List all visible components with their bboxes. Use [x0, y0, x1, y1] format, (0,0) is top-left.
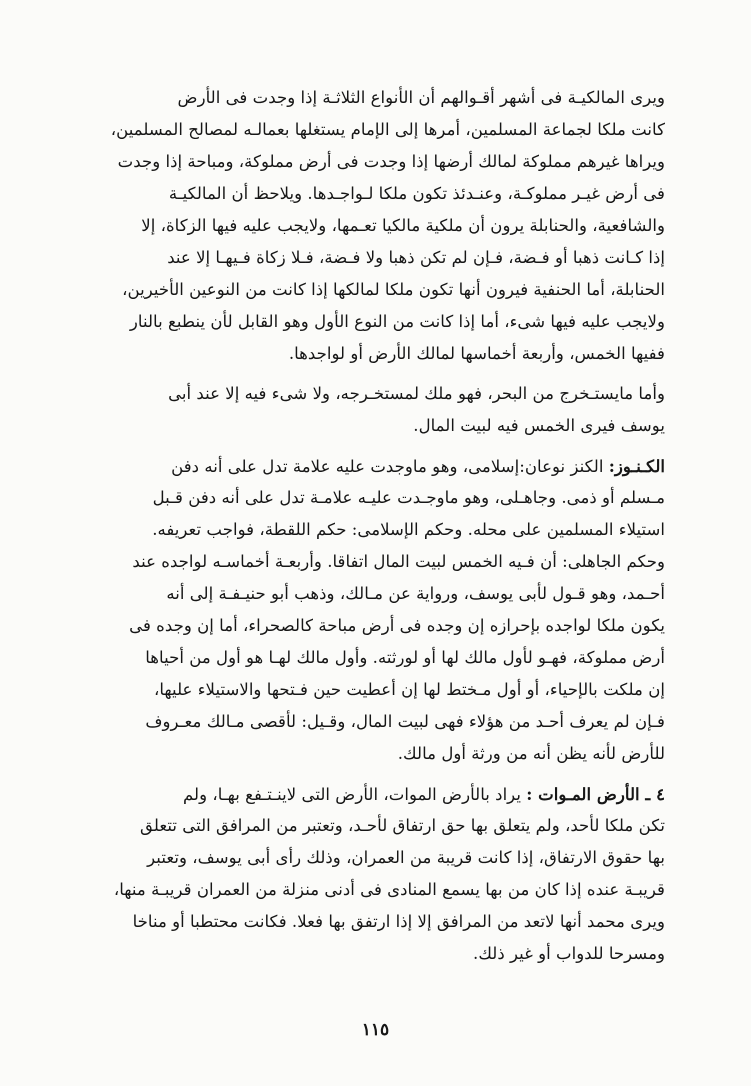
text-line: فـإن لم يعرف أحـد من هؤلاء فهى لبيت المال، وقـيل: لأقصى مـالك معـروف: [145, 712, 665, 731]
text-line: أحـمد، وهو قـول لأبى يوسف، ورواية عن مـالك، وذهب أبو حنيـفـة إلى أنه: [166, 584, 665, 603]
text-line: بها حقوق الارتفاق، إذا كانت قريبة من العمران، وذلك رأى أبى يوسف، وتعتبر: [147, 848, 665, 867]
paragraph-sea: [88, 378, 665, 442]
text-line: الحنابلة، أما الحنفية فيرون أنها تكون ملكا لمالكها إذا كانت من النوعين الأخيرين،: [122, 280, 665, 299]
text-line: تكن ملكا لأحد، ولم يتعلق بها حق ارتفاق لأحـد، وتعتبر من المرافق التى تتعلق: [140, 816, 665, 835]
section-term-treasures: الكـنـوز:: [608, 456, 665, 476]
text-line: كانت ملكا لجماعة المسلمين، أمرها إلى الإمام يستغلها بعمالـه لمصالح المسلمين،: [110, 120, 665, 139]
text-line: وأما مايستـخرج من البحر، فهو ملك لمستخـرجه، ولا شىء فيه إلا عند أبى: [168, 384, 665, 403]
text-line: [88, 778, 665, 810]
text-line: قريبـة عنده إذا كان من بها يسمع المنادى فى أدنى منزلة من العمران قريبـة منها،: [113, 880, 665, 899]
text-line: مـسلم أو ذمى. وجاهـلى، وهو ماوجـدت عليـه علامـة تدل على أنه دفن قـبل: [152, 488, 665, 507]
text-line: وحكم الجاهلى: أن فـيه الخمس لبيت المال اتفاقا. وأربعـة أخماسـه لواجده عند: [132, 552, 665, 571]
paragraph-minerals: [88, 82, 665, 370]
text-line: ويرى محمد أنها لاتعد من المرافق إلا إذا ارتفق بها فعلا. فكانت محتطبا أو مناخا: [132, 912, 665, 931]
text-line: أرض مملوكة، فهـو لأول مالك لها أو لورثته. وأول مالك لهـا هو أول من أحياها: [145, 648, 665, 667]
text-run: يراد بالأرض الموات، الأرض التى لاينـتـفع بهـا، ولم: [182, 785, 527, 804]
text-line: ولايجب عليه فيها شىء، أما إذا كانت من النوع الأول وهو القابل لأن ينطبع بالنار: [129, 312, 665, 331]
text-line: للأرض لأنه يظن أنه من ورثة أول مالك.: [397, 744, 665, 763]
section-term-dead-land: ٤ ـ الأرض المـوات :: [526, 784, 665, 804]
text-line: ويراها غيرهم مملوكة لمالك أرضها إذا وجدت فى أرض مملوكة، ومباحة إذا وجدت: [117, 152, 665, 171]
text-line: إذا كـانت ذهبا أو فـضة، فـإن لم تكن ذهبا ولا فـضة، فـلا زكاة فـيهـا إلا عند: [167, 248, 665, 267]
text-line: ومسرحا للدواب أو غير ذلك.: [473, 944, 665, 963]
page-number: ١١٥: [361, 1020, 390, 1040]
text-line: يوسف فيرى الخمس فيه لبيت المال.: [413, 416, 665, 435]
text-line: يكون ملكا لواجده بإحرازه إن وجده فى أرض مباحة كالصحراء، أما إن وجده فى: [129, 616, 665, 635]
text-line: [88, 450, 665, 482]
text-line: ففيها الخمس، وأربعة أخماسها لمالك الأرض أو لواجدها.: [288, 344, 665, 363]
text-line: والشافعية، والحنابلة يرون أن ملكية مالكيا تعـمها، ولايجب عليه فيها الزكاة، إلا: [141, 216, 665, 235]
text-line: فى أرض غيـر مملوكـة، وعنـدئذ تكون ملكا لـواجـدها. ويلاحظ أن المالكيـة: [168, 184, 665, 203]
text-line: ويرى المالكيـة فى أشهر أقـوالهم أن الأنواع الثلاثـة إذا وجدت فى الأرض: [177, 88, 665, 107]
paragraph-dead-land: [88, 778, 665, 970]
paragraph-treasures: [88, 450, 665, 770]
text-line: استيلاء المسلمين على محله. وحكم الإسلامى: حكم اللقطة، فواجب تعريفه.: [152, 520, 665, 539]
text-run: الكنز نوعان:إسلامى، وهو ماوجدت عليه علامة تدل على أنه دفن: [171, 457, 609, 476]
text-line: إن ملكت بالإحياء، أو أول مـختط لها إن أعطيت حين فـتحها والاستيلاء عليها،: [154, 680, 665, 699]
